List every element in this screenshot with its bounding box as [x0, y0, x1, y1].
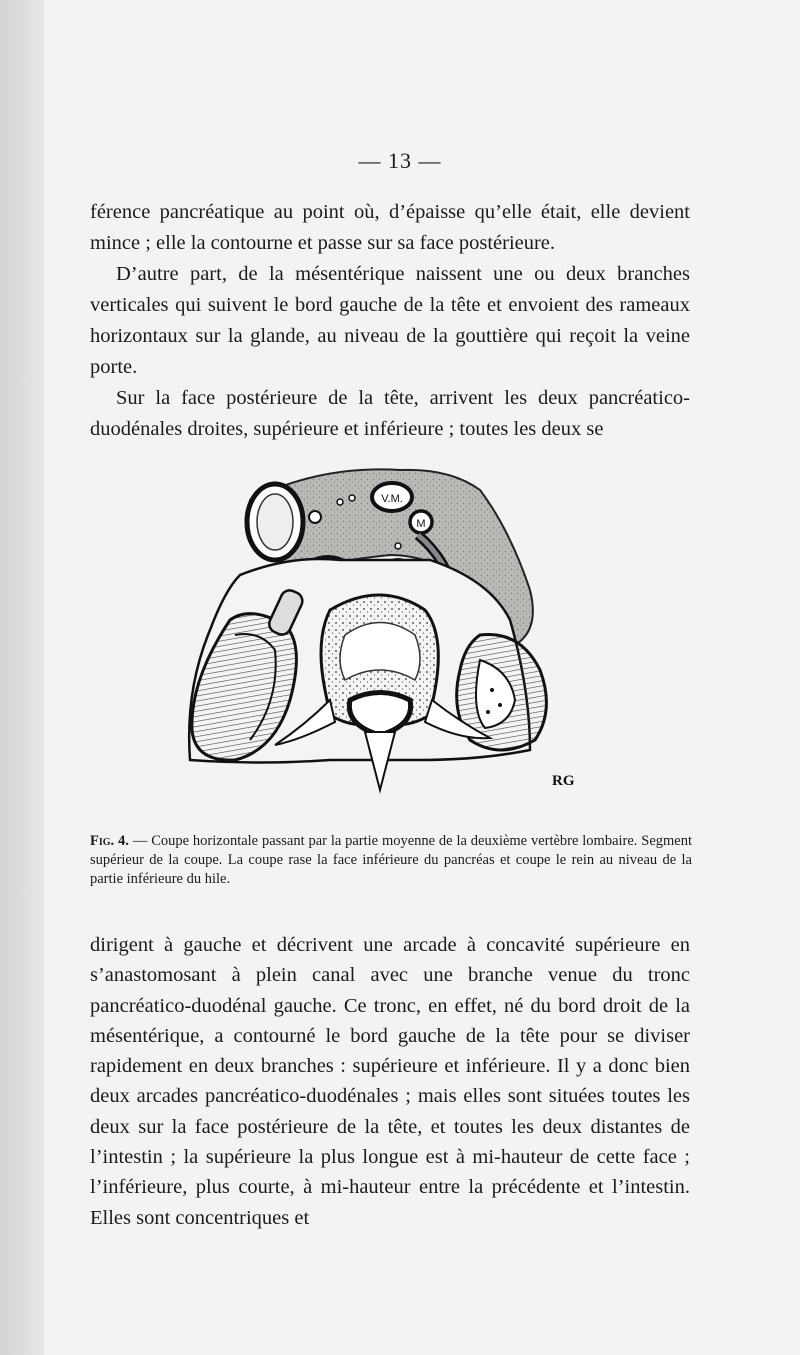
caption-text: — Coupe horizontale passant par la partie moyenne de la deuxième vertèbre lombaire. Segment supérieur de la coupe. La coupe rase la face inférieure du pancréas et coupe le rein au niveau de la partie inférieure du hile. [90, 833, 693, 887]
paragraph: dirigent à gauche et décrivent une arcade à concavité supérieure en s’anastomosant à plein canal avec une branche venue du tronc pancréatico-duodénal gauche. Ce tronc, en effet, né du bord droit de la mésentérique, a contourné le bord gauche de la tête pour se diviser rapidement en deux branches : supérieure et inférieure. Il y a donc bien deux arcades pancréatico-duodénales ; mais elles sont situées toutes les deux sur la face postérieure de la tête, et toutes les deux distantes de l’intestin ; la supérieure la plus longue est à mi-hauteur de cette face ; l’inférieure, plus courte, à mi-hauteur entre la précédente et l’intestin. Elles sont concentriques et [90, 934, 690, 1229]
anatomical-figure [180, 460, 580, 800]
paragraph: D’autre part, de la mésentérique naissent une ou deux branches verticales qui suivent le bord gauche de la tête et envoient des rameaux horizontaux sur la glande, au niveau de la gouttière qui reçoit la veine porte. [90, 263, 690, 378]
body-text-bottom [90, 930, 690, 1233]
cross-section-illustration [180, 460, 580, 800]
page-number: — 13 — [358, 148, 442, 173]
body-text-top [90, 197, 690, 445]
paragraph: Sur la face postérieure de la tête, arrivent les deux pancréatico-duodénales droites, supérieure et inférieure ; toutes les deux se [90, 387, 690, 440]
paragraph: férence pancréatique au point où, d’épaisse qu’elle était, elle devient mince ; elle la contourne et passe sur sa face postérieure. [90, 201, 690, 254]
scan-margin [0, 0, 44, 1355]
label-vm: V.M. [381, 493, 403, 505]
caption-label: Fig. 4. [90, 833, 129, 849]
figure-caption [90, 832, 692, 889]
label-m: M [416, 518, 426, 530]
engraver-signature: RG [552, 773, 575, 789]
